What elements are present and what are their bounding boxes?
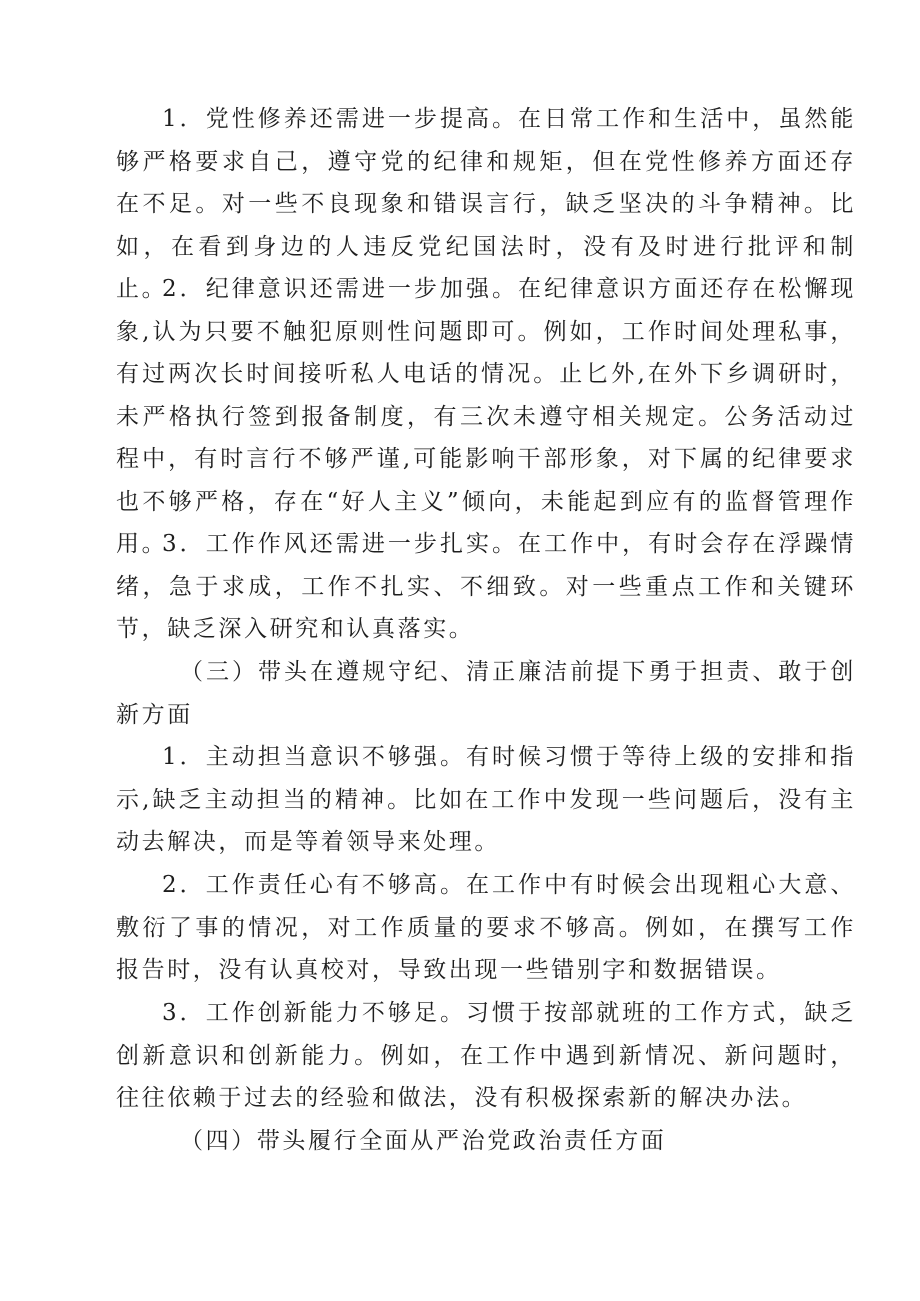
paragraph-innovation: 3．工作创新能力不够足。习惯于按部就班的工作方式，缺乏创新意识和创新能力。例如，在工作中遇到新情况、新问题时，往往依赖于过去的经验和做法，没有积极探索新的解决办法。 — [116, 1000, 856, 1111]
paragraph-work-style: 3．工作作风还需进一步扎实。在工作中，有时会存在浮躁情绪，急于求成，工作不扎实、不细致。对一些重点工作和关键环节，缺乏深入研究和认真落实。 — [116, 531, 856, 642]
paragraph-responsibility: 2．工作责任心有不够高。在工作中有时候会出现粗心大意、敷衍了事的情况，对工作质量的要求不够高。例如，在撰写工作报告时，没有认真校对，导致出现一些错别字和数据错误。 — [116, 872, 856, 983]
document-body — [116, 98, 856, 1163]
paragraph-initiative: 1．主动担当意识不够强。有时候习惯于等待上级的安排和指示,缺乏主动担当的精神。比如在工作中发现一些问题后，没有主动去解决，而是等着领导来处理。 — [116, 744, 856, 855]
paragraph-party-spirit: 1．党性修养还需进一步提高。在日常工作和生活中，虽然能够严格要求自己，遵守党的纪律和规矩，但在党性修养方面还存在不足。对一些不良现象和错误言行，缺乏坚决的斗争精神。比如，在看到身边的人违反党纪国法时，没有及时进行批评和制止。 — [116, 106, 856, 302]
section-heading-four: （四）带头履行全面从严治党政治责任方面 — [180, 1128, 667, 1154]
section-heading-three: （三）带头在遵规守纪、清正廉洁前提下勇于担责、敢于创新方面 — [116, 659, 856, 728]
paragraph-discipline-awareness: 2．纪律意识还需进一步加强。在纪律意识方面还存在松懈现象,认为只要不触犯原则性问题即可。例如，工作时间处理私事，有过两次长时间接听私人电话的情况。止匕外,在外下乡调研时，未严格执行签到报备制度，有三次未遵守相关规定。公务活动过程中，有时言行不够严谨,可能影响干部形象，对下属的纪律要求也不够严格，存在“好人主义”倾向，未能起到应有的监督管理作用。 — [116, 276, 856, 557]
